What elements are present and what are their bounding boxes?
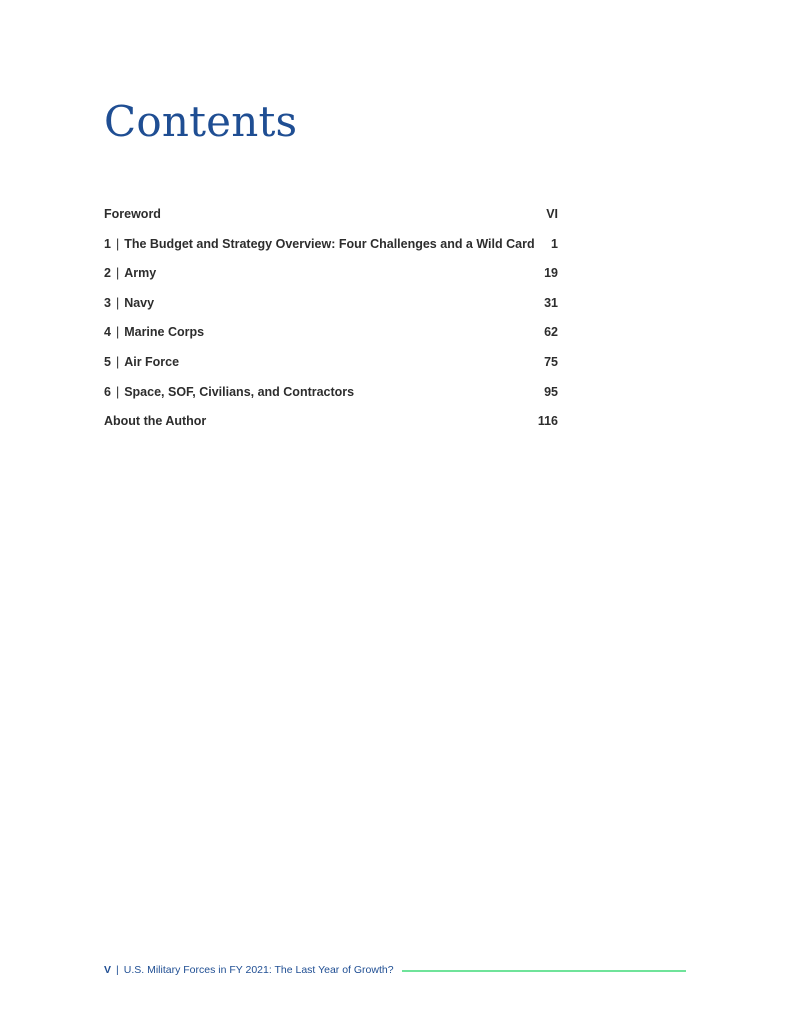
toc-entry-chapter-2[interactable] <box>104 258 558 288</box>
toc-entry-title: Army <box>124 266 157 281</box>
toc-entry-number: 6 <box>104 384 111 399</box>
toc-entry-page: VI <box>546 207 558 221</box>
toc-entry-title: Navy <box>124 295 155 310</box>
toc-entry-page: 62 <box>544 325 558 340</box>
toc-entry-title: The Budget and Strategy Overview: Four Challenges and a Wild Card <box>124 236 535 251</box>
toc-entry-number: 2 <box>104 266 111 281</box>
toc-entry-page: 75 <box>544 354 558 369</box>
toc-entry-title: Foreword <box>104 207 161 221</box>
toc-separator: | <box>115 354 120 369</box>
toc-entry-page: 31 <box>544 295 558 310</box>
toc-entry-about-the-author[interactable] <box>104 406 558 436</box>
toc-entry-chapter-4[interactable] <box>104 317 558 347</box>
toc-entry-title: About the Author <box>104 414 207 429</box>
toc-entry-page: 116 <box>537 414 558 429</box>
toc-entry-chapter-6[interactable] <box>104 377 558 407</box>
toc-entry-chapter-3[interactable] <box>104 288 558 318</box>
toc-entry-title: Air Force <box>124 354 180 369</box>
toc-separator: | <box>115 384 120 399</box>
toc-entry-title: Marine Corps <box>124 325 205 340</box>
toc-entry-page: 95 <box>544 384 558 399</box>
toc-entry-page: 1 <box>551 236 558 251</box>
toc-entry-chapter-5[interactable] <box>104 347 558 377</box>
page-title: Contents <box>104 97 298 146</box>
toc-entry-title: Space, SOF, Civilians, and Contractors <box>124 384 355 399</box>
toc-separator: | <box>115 295 120 310</box>
toc-entry-number: 3 <box>104 295 111 310</box>
table-of-contents <box>104 199 558 436</box>
toc-entry-number: 4 <box>104 325 111 340</box>
footer-separator: | <box>116 964 119 976</box>
toc-separator: | <box>115 236 120 251</box>
footer-rule <box>402 970 686 972</box>
toc-entry-foreword[interactable] <box>104 199 558 229</box>
footer-document-title: U.S. Military Forces in FY 2021: The Last Year of Growth? <box>123 964 394 976</box>
page-footer <box>104 963 394 977</box>
toc-separator: | <box>115 325 120 340</box>
toc-entry-number: 1 <box>104 236 111 251</box>
toc-entry-number: 5 <box>104 354 111 369</box>
footer-page-number: V <box>104 964 112 976</box>
toc-entry-page: 19 <box>544 266 558 281</box>
toc-separator: | <box>115 266 120 281</box>
toc-entry-chapter-1[interactable] <box>104 229 558 259</box>
